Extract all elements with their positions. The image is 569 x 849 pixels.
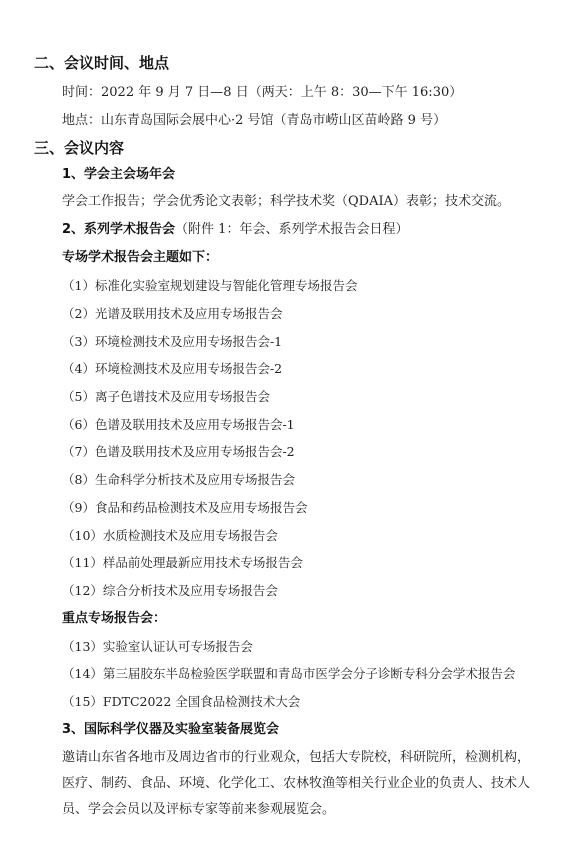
list-item: （5）离子色谱技术及应用专场报告会 <box>62 389 270 404</box>
subsection-1-text: 学会工作报告；学会优秀论文表彰；科学技术奖（QDAIA）表彰；技术交流。 <box>62 194 510 209</box>
list-item: （3）环境检测技术及应用专场报告会-1 <box>62 334 283 349</box>
list-item: （4）环境检测技术及应用专场报告会-2 <box>62 361 283 376</box>
section-2-heading: 二、会议时间、地点 <box>34 54 170 72</box>
key-topics-label: 重点专场报告会： <box>62 611 167 626</box>
list-item: （11）样品前处理最新应用技术专场报告会 <box>62 555 303 570</box>
list-item: （15）FDTC2022 全国食品检测技术大会 <box>62 694 301 709</box>
list-item: （10）水质检测技术及应用专场报告会 <box>62 528 278 543</box>
subsection-2-title-row <box>62 222 408 238</box>
topics-label: 专场学术报告会主题如下： <box>62 250 219 265</box>
section-3-heading: 三、会议内容 <box>34 139 125 157</box>
list-item: （8）生命科学分析技术及应用专场报告会 <box>62 472 295 487</box>
list-item: （14）第三届胶东半岛检验医学联盟和青岛市医学会分子诊断专科分会学术报告会 <box>62 666 516 681</box>
subsection-1-title: 1、学会主会场年会 <box>62 167 176 182</box>
subsection-2-note: （附件 1：年会、系列学术报告会日程） <box>175 222 409 237</box>
meeting-time: 时间：2022 年 9 月 7 日—8 日（两天：上午 8：30—下午 16:30） <box>62 85 463 100</box>
meeting-location: 地点：山东青岛国际会展中心·2 号馆（青岛市崂山区苗岭路 9 号） <box>62 113 447 128</box>
list-item: （9）食品和药品检测技术及应用专场报告会 <box>62 500 308 515</box>
subsection-3-text: 邀请山东省各地市及周边省市的行业观众，包括大专院校，科研院所，检测机构，医疗、制药、食品、环境、化学化工、农林牧渔等相关行业企业的负责人、技术人员、学会会员以及评标专家等前来参观展览会。 <box>62 750 531 817</box>
list-item: （12）综合分析技术及应用专场报告会 <box>62 583 278 598</box>
list-item: （13）实验室认证认可专场报告会 <box>62 639 253 654</box>
subsection-3-title: 3、国际科学仪器及实验室装备展览会 <box>62 722 280 737</box>
list-item: （7）色谱及联用技术及应用专场报告会-2 <box>62 444 295 459</box>
list-item: （6）色谱及联用技术及应用专场报告会-1 <box>62 417 295 432</box>
list-item: （2）光谱及联用技术及应用专场报告会 <box>62 306 283 321</box>
list-item: （1）标准化实验室规划建设与智能化管理专场报告会 <box>62 278 358 293</box>
subsection-2-title: 2、系列学术报告会 <box>62 222 176 237</box>
